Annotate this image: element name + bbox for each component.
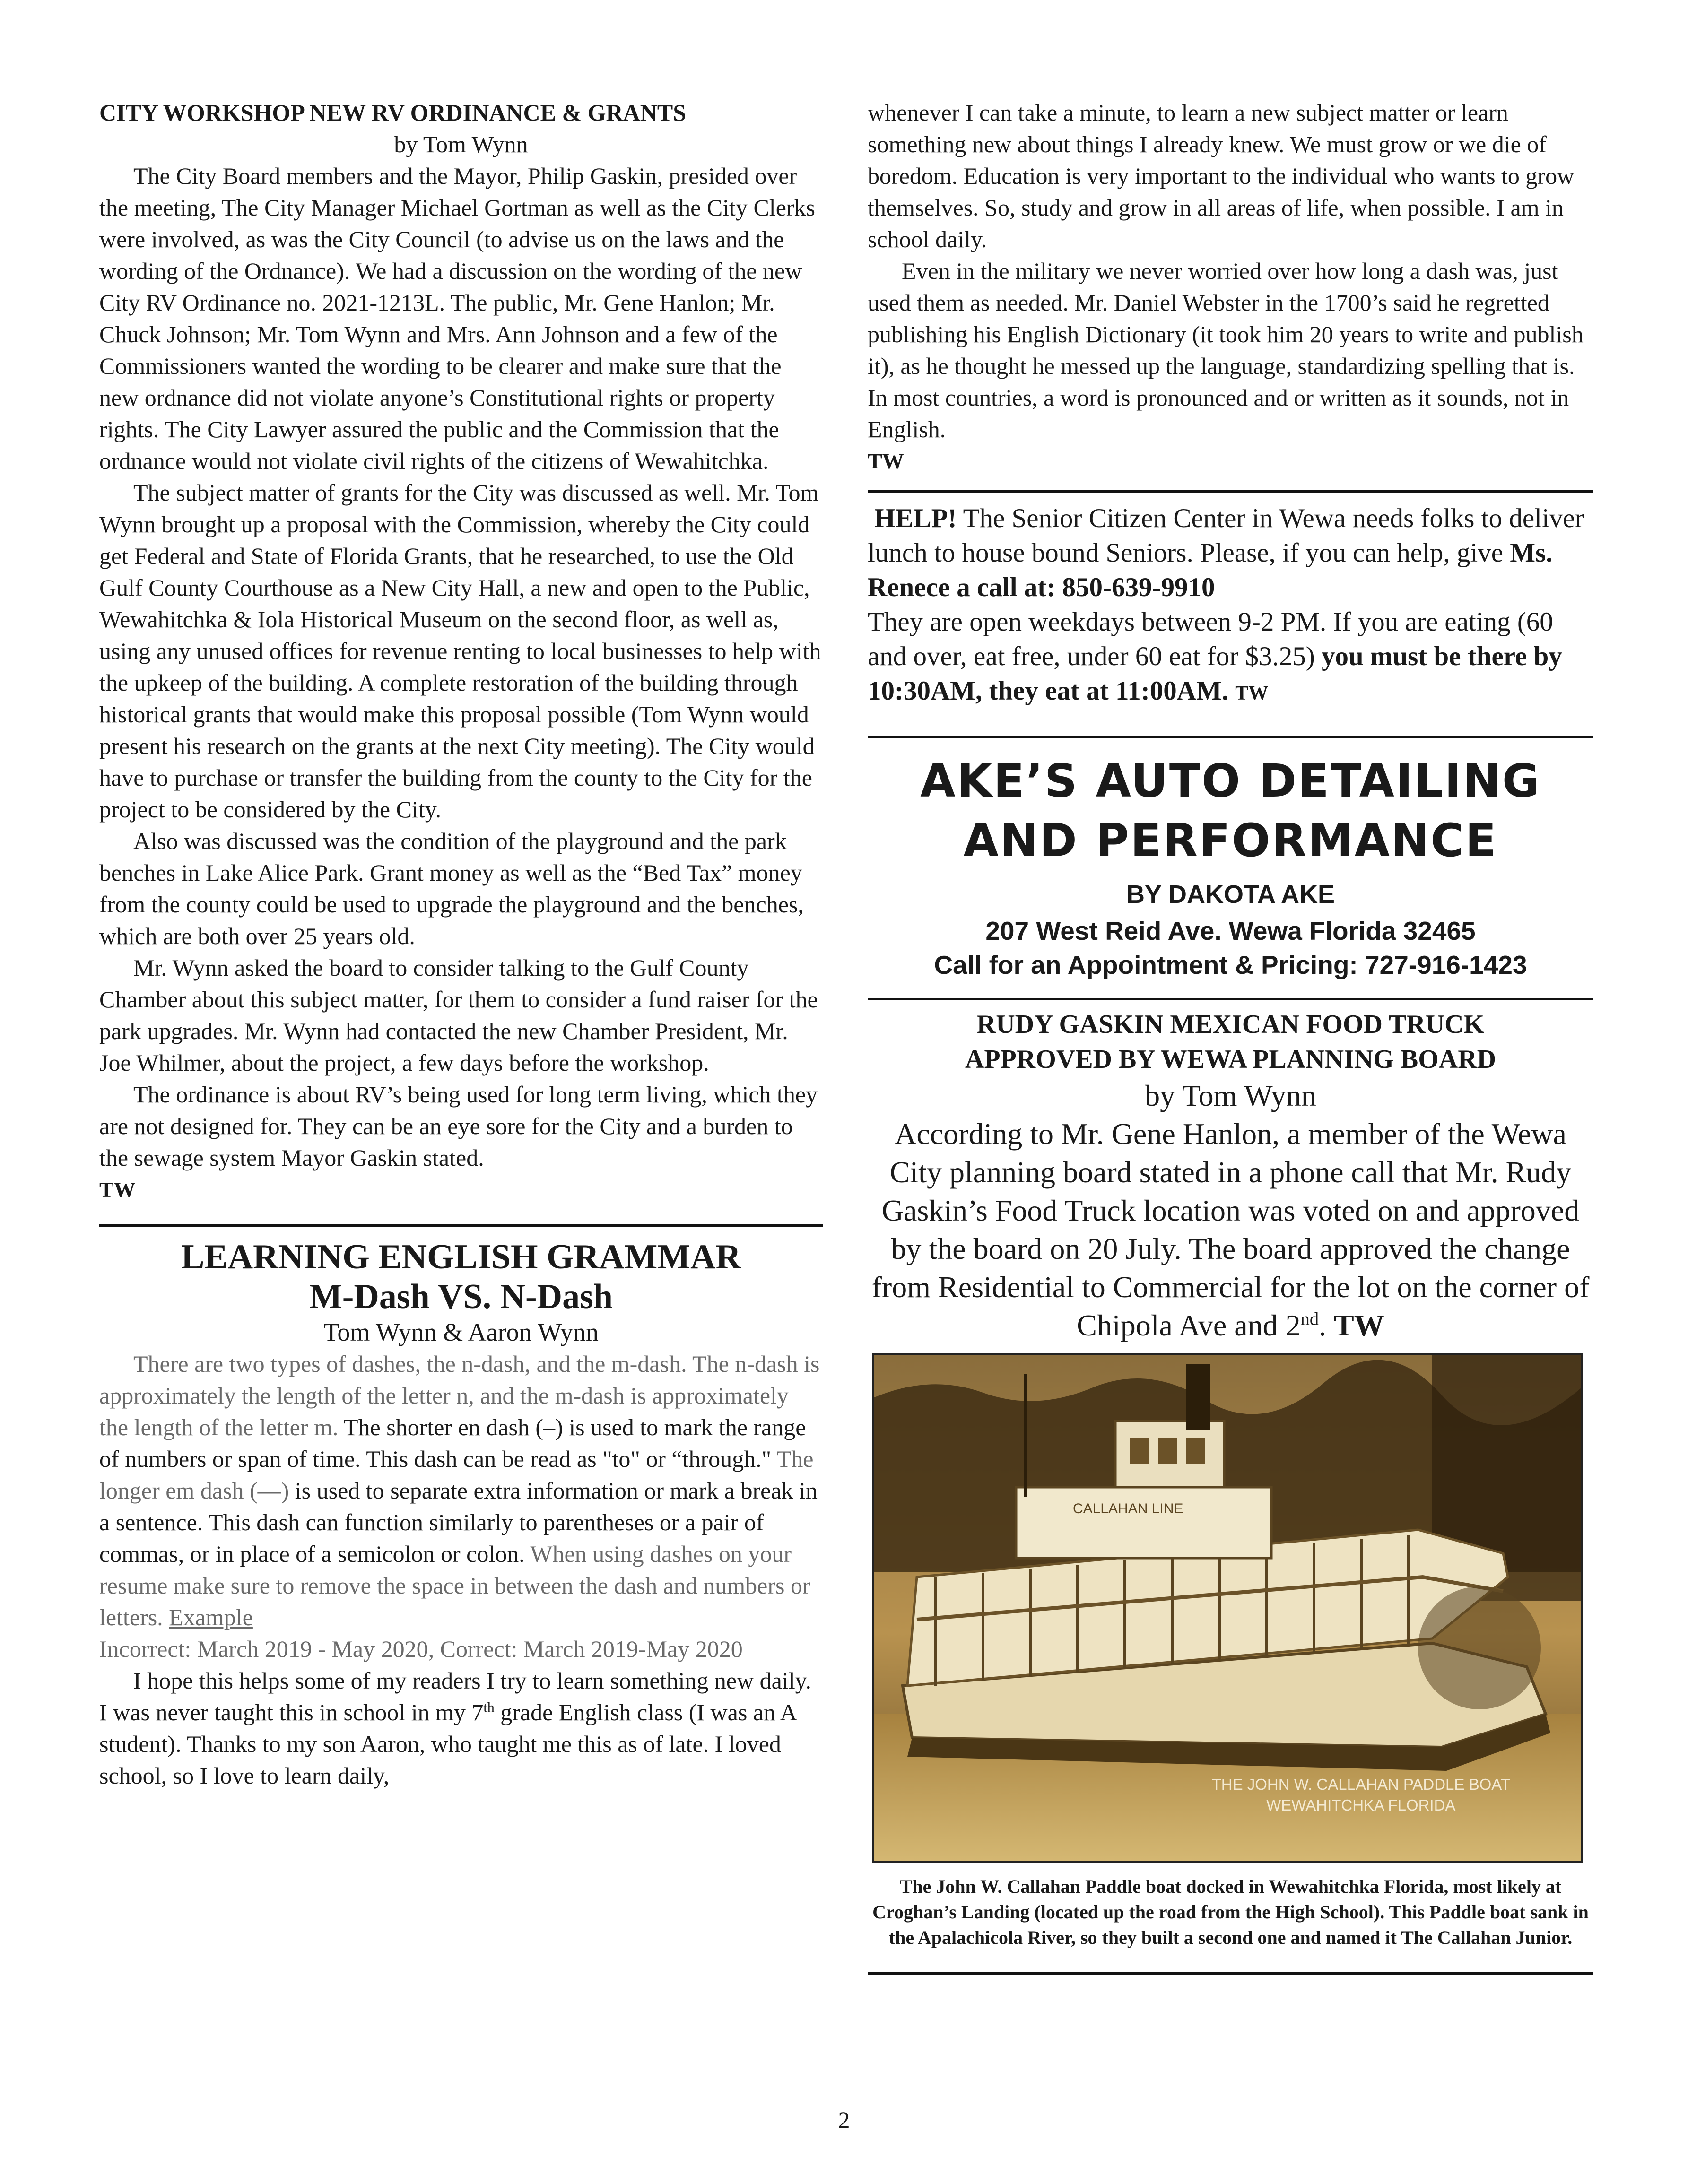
left-column — [99, 97, 823, 1792]
grammar-signature: TW — [868, 449, 904, 473]
food-truck-article — [868, 1007, 1593, 1344]
boat-sign: CALLAHAN LINE — [1073, 1501, 1183, 1517]
grammar-continued-text: whenever I can take a minute, to learn a new subject matter or learn something new about things I already knew. We must grow or we die of boredom. Education is very important to the individual who wants to grow themselves. So, study and grow in all areas of life, when possible. I am in school daily. — [868, 99, 1575, 252]
help-signature: TW — [1235, 683, 1269, 704]
paddle-boat-photo — [872, 1353, 1583, 1863]
help-text: They are open weekdays between 9-2 PM. If you are eating (60 and over, eat free, under 60 eat for $3.25) — [868, 607, 1553, 671]
rv-ordinance-article — [99, 97, 823, 1205]
grammar-grey-text: When using dashes on your resume make sure to remove the space in between the dash and numbers or letters. — [99, 1541, 810, 1630]
food-truck-byline: by Tom Wynn — [1145, 1079, 1316, 1112]
rv-article-paragraph: The City Board members and the Mayor, Philip Gaskin, presided over the meeting, The City Manager Michael Gortman as well as the City Clerks were involved, as was the City Council (to advise us on the laws and the wording of the Ordnance). We had a discussion on the wording of the new City RV Ordinance no. 2021-1213L. The public, Mr. Gene Hanlon; Mr. Chuck Johnson; Mr. Tom Wynn and Mrs. Ann Johnson and a few of the Commissioners wanted the wording to be clearer and make sure that the new ordnance did not violate anyone’s Constitutional rights or property rights. The City Lawyer assured the public and the Commission that the ordnance would not violate civil rights of the citizens of Wewahitchka. — [99, 163, 815, 474]
grammar-subheadline: M-Dash VS. N-Dash — [309, 1277, 613, 1316]
superscript: nd — [1300, 1309, 1319, 1329]
ad-title: AKE’S AUTO DETAILING — [920, 754, 1541, 807]
food-truck-headline: RUDY GASKIN MEXICAN FOOD TRUCK — [976, 1010, 1485, 1039]
grammar-headline: LEARNING ENGLISH GRAMMAR — [181, 1238, 741, 1276]
grammar-paragraph — [99, 1348, 823, 1633]
help-text: The Senior Citizen Center in Wewa needs folks to deliver lunch to house bound Seniors. Please, if you can help, give — [868, 503, 1584, 568]
food-truck-body — [868, 1115, 1593, 1344]
ad-title: AND PERFORMANCE — [963, 814, 1498, 867]
photo-caption: The John W. Callahan Paddle boat docked in Wewahitchka Florida, most likely at Croghan’s Landing (located up the road from the High School). This Paddle boat sank in the Apalachicola River, so they built a second one and named it The Callahan Junior. — [872, 1876, 1589, 1948]
example-text: Incorrect: March 2019 - May 2020, Correct: March 2019-May 2020 — [99, 1636, 743, 1662]
superscript: th — [483, 1699, 495, 1716]
section-divider — [99, 1224, 823, 1227]
rv-article-headline: CITY WORKSHOP NEW RV ORDINANCE & GRANTS — [99, 99, 687, 126]
grammar-text: is used to separate extra information or mark a break in a sentence. This dash can function similarly to parentheses or a pair of commas, or in place of a semicolon or colon. — [99, 1477, 818, 1567]
ad-phone: Call for an Appointment & Pricing: 727-916-1423 — [934, 950, 1527, 979]
photo-overlay-text — [1212, 1774, 1510, 1816]
photo-overlay-line: THE JOHN W. CALLAHAN PADDLE BOAT — [1211, 1776, 1510, 1793]
example-link: Example — [169, 1604, 253, 1630]
rv-article-paragraph: Mr. Wynn asked the board to consider talking to the Gulf County Chamber about this subject matter, for them to consider a fund raiser for the park upgrades. Mr. Wynn had contacted the new Chamber President, Mr. Joe Whilmer, about the project, a few days before the workshop. — [99, 954, 818, 1076]
page-number: 2 — [838, 2106, 850, 2133]
grammar-text: The shorter en dash (–) is used to mark the range of numbers or span of time. This dash can be read as "to" or “through." — [99, 1414, 806, 1472]
grammar-text: grade English class (I was an A student). Thanks to my son Aaron, who taught me this as of late. I loved school, so I love to learn daily, — [99, 1699, 796, 1789]
rv-article-byline: by Tom Wynn — [394, 131, 528, 157]
grammar-grey-text: There are two types of dashes, the n-dash, and the m-dash. The n-dash is approximately the length of the letter n, and the m-dash is approximately the length of the letter m. — [99, 1351, 820, 1440]
section-divider — [868, 490, 1593, 493]
photo-overlay-line: WEWAHITCHKA FLORIDA — [1266, 1796, 1456, 1814]
section-divider — [868, 1972, 1593, 1975]
help-phone: Ms. Renece a call at: 850-639-9910 — [868, 538, 1553, 602]
food-truck-signature: TW — [1334, 1309, 1384, 1342]
right-column — [868, 97, 1593, 1975]
ad-byline: BY DAKOTA AKE — [1126, 880, 1335, 909]
grammar-grey-text: The longer em dash (—) — [99, 1446, 814, 1504]
help-lead: HELP! — [874, 503, 957, 533]
food-truck-text: . — [1319, 1309, 1334, 1342]
grammar-article — [99, 1237, 823, 1792]
rv-article-signature: TW — [99, 1178, 136, 1202]
grammar-article-continued — [868, 97, 1593, 477]
rv-article-paragraph: The ordinance is about RV’s being used for long term living, which they are not designed for. They can be an eye sore for the City and a burden to the sewage system Mayor Gaskin stated. — [99, 1081, 818, 1171]
help-notice — [868, 501, 1593, 711]
grammar-text: I hope this helps some of my readers I try to learn something new daily. I was never taught this in school in my 7 — [99, 1667, 811, 1725]
ad-address: 207 West Reid Ave. Wewa Florida 32465 — [985, 916, 1476, 945]
help-paragraph — [868, 501, 1593, 605]
grammar-paragraph — [99, 1665, 823, 1792]
rv-article-paragraph: The subject matter of grants for the City was discussed as well. Mr. Tom Wynn brought up a proposal with the Commission, whereby the City could get Federal and State of Florida Grants, that he researched, to use the Old Gulf County Courthouse as a New City Hall, a new and open to the Public, Wewahitchka & Iola Historical Museum on the second floor, as well as, using any unused offices for revenue renting to local businesses to help with the upkeep of the building. A complete restoration of the building through historical grants that would make this proposal possible (Tom Wynn would present his research on the grants at the next City meeting). The City would have to purchase or transfer the building from the county to the City for the project to be considered by the City. — [99, 479, 821, 823]
section-divider — [868, 736, 1593, 738]
rv-article-paragraph: Also was discussed was the condition of the playground and the park benches in Lake Alice Park. Grant money as well as the “Bed Tax” money from the county could be used to upgrade the playground and the benches, which are both over 25 years old. — [99, 828, 804, 949]
help-paragraph — [868, 605, 1593, 711]
food-truck-text: According to Mr. Gene Hanlon, a member of the Wewa City planning board stated in a phone call that Mr. Rudy Gaskin’s Food Truck location was voted on and approved by the board on 20 July. The board approved the change from Residential to Commercial for the lot on the corner of Chipola Ave and 2 — [871, 1117, 1590, 1342]
grammar-paragraph: Even in the military we never worried over how long a dash was, just used them as needed. Mr. Daniel Webster in the 1700’s said he regretted publishing his English Dictionary (it took him 20 years to write and publish it), as he thought he messed up the language, standardizing spelling that is. In most countries, a word is pronounced and or written as it sounds, not in English. — [868, 258, 1584, 442]
grammar-byline: Tom Wynn & Aaron Wynn — [323, 1318, 599, 1346]
section-divider — [868, 998, 1593, 1000]
food-truck-headline: APPROVED BY WEWA PLANNING BOARD — [965, 1045, 1497, 1074]
help-deadline: you must be there by 10:30AM, they eat at 11:00AM. — [868, 641, 1562, 706]
auto-detailing-ad — [868, 751, 1593, 982]
